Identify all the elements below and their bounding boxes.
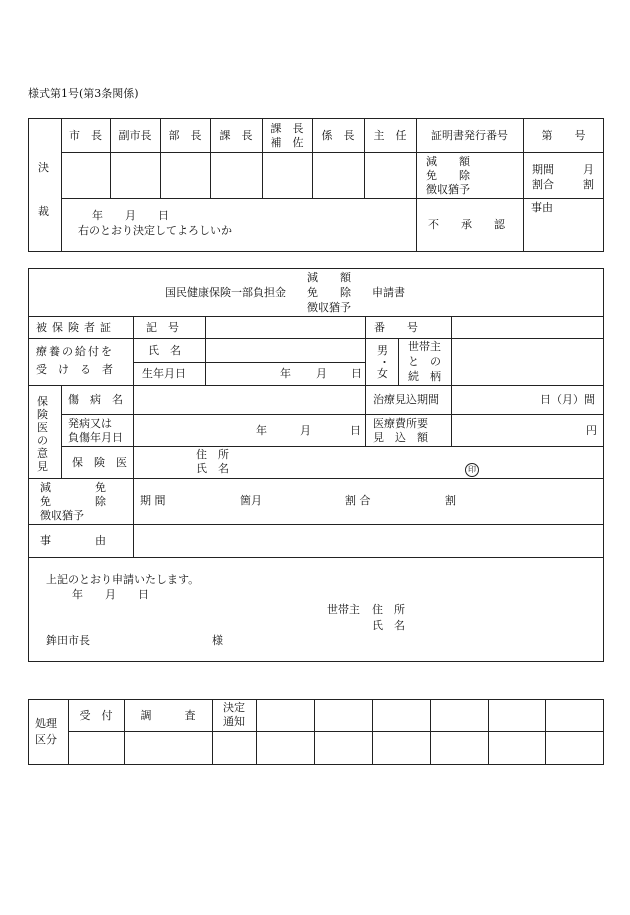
sex-male: 男 [377, 344, 388, 357]
reason-field[interactable] [134, 525, 603, 556]
seal-icon: 印 [465, 463, 479, 477]
householder-address: 住 所 [372, 603, 405, 616]
relation-label-2: と の [408, 355, 441, 368]
role-mayor: 市 長 [69, 129, 102, 142]
disease-field[interactable] [134, 386, 364, 413]
number-field[interactable] [452, 317, 603, 337]
disease-label: 傷 病 名 [68, 393, 123, 406]
onset-year-unit: 年 [256, 424, 267, 437]
role-deputy-mayor: 副市長 [118, 129, 152, 142]
inquiry-label: 調 査 [140, 709, 196, 722]
reason-label: 事 由 [40, 534, 106, 547]
treatment-period-label: 治療見込期間 [373, 393, 439, 406]
cost-label-1: 医療費所要 [373, 417, 428, 430]
type-deferral: 徴収猶予 [426, 183, 470, 196]
onset-month-unit: 月 [300, 424, 311, 437]
title-type-deferral: 徴収猶予 [307, 301, 351, 314]
ratio-label: 割 合 [345, 494, 371, 507]
request-date: 年 月 日 [72, 588, 149, 601]
recipient-label-2: 受 け る 者 [36, 363, 113, 376]
title-type-reduction: 減 額 [307, 271, 351, 284]
type-reduction: 減 額 [426, 155, 470, 168]
kessai-date: 年 月 日 [92, 209, 169, 222]
role-assistant-head-2: 補 佐 [270, 136, 304, 149]
householder-label: 世帯主 [327, 603, 360, 616]
type-exemption: 免 除 [426, 169, 470, 182]
role-supervisor: 主 任 [373, 129, 407, 142]
name-field[interactable] [206, 339, 364, 361]
relation-label-3: 続 柄 [408, 370, 441, 383]
insured-card-label: 被保険者証 [36, 321, 116, 334]
processing-label-1: 処理 [35, 717, 57, 730]
kessai-decision-text: 右のとおり決定してよろしいか [78, 224, 232, 237]
onset-label-2: 負傷年月日 [68, 431, 123, 444]
doctor-opinion-label: 保 険 医 の 意 見 [37, 395, 48, 473]
ratio-unit: 割 [445, 494, 456, 507]
treatment-period-unit: 日（月）間 [540, 393, 595, 406]
title-type-exemption: 免 除 [307, 286, 351, 299]
processing-border [28, 699, 604, 765]
kessai-period: 期間 月 [532, 163, 594, 176]
role-section-head: 課 長 [219, 129, 253, 142]
householder-name: 氏 名 [372, 619, 405, 632]
kessai-label-top: 決 [38, 161, 49, 174]
cost-label-2: 見 込 額 [373, 431, 428, 444]
doctor-address-label: 住 所 [196, 448, 229, 461]
period-label: 期 間 [140, 494, 166, 507]
kessai-label-bottom: 裁 [38, 205, 49, 218]
months-label: 箇月 [240, 494, 262, 507]
doctor-name-label: 氏 名 [196, 462, 229, 475]
processing-label-2: 区分 [35, 733, 57, 746]
received-label: 受 付 [79, 709, 113, 722]
decision-notice-2: 通知 [223, 715, 245, 728]
sex-female: 女 [377, 367, 388, 380]
honorific: 様 [212, 634, 223, 647]
birth-label: 生年月日 [142, 367, 186, 380]
title-suffix: 申請書 [372, 286, 405, 299]
doctor-label: 保 険 医 [72, 456, 127, 469]
role-chief: 係 長 [321, 129, 355, 142]
relation-label-1: 世帯主 [408, 340, 441, 353]
kessai-ratio: 割合 割 [532, 178, 594, 191]
decision-notice-1: 決定 [223, 701, 245, 714]
title-prefix: 国民健康保険一部負担金 [165, 286, 286, 299]
role-assistant-head-1: 課 長 [270, 122, 304, 135]
number-header: 第 号 [541, 129, 586, 142]
onset-day-unit: 日 [350, 424, 361, 437]
number-label: 番 号 [374, 321, 418, 334]
kessai-reject-label: 不 承 認 [428, 218, 505, 231]
sex-dot: ・ [379, 356, 390, 369]
name-label: 氏 名 [148, 344, 181, 357]
form-title: 様式第1号(第3条関係) [28, 87, 139, 100]
symbol-label: 記 号 [146, 321, 179, 334]
kessai-reason-label: 事由 [531, 201, 553, 214]
symbol-field[interactable] [206, 317, 364, 337]
cost-unit: 円 [586, 424, 597, 437]
role-department-head: 部 長 [168, 129, 202, 142]
birth-day-unit: 日 [351, 367, 362, 380]
type-label-block: 減 免 免 除 徴収猶予 [40, 481, 106, 522]
onset-label-1: 発病又は [68, 417, 112, 430]
birth-month-unit: 月 [316, 367, 327, 380]
birth-year-unit: 年 [280, 367, 291, 380]
mayor-label: 鉾田市長 [46, 634, 90, 647]
request-text: 上記のとおり申請いたします。 [46, 573, 200, 586]
recipient-label-1: 療養の給付を [36, 345, 114, 358]
cert-number-header: 証明書発行番号 [431, 129, 508, 142]
